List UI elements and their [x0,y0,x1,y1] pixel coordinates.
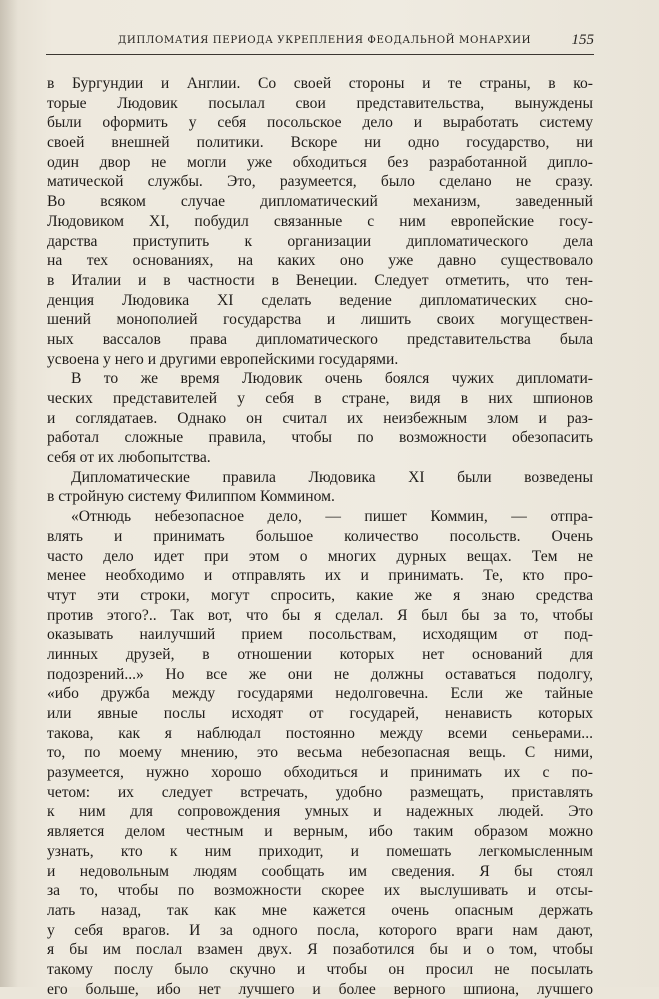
page-gutter-shadow [0,0,18,987]
text-line: «Отнюдь небезопасное дело, — пишет Коммин, — отпра- [71,508,593,526]
text-line: против этого?.. Так вот, что бы я сделал. Я был бы за то, чтобы [47,606,593,624]
text-line: один двор не могли уже обходиться без разработанной дипло- [47,153,593,171]
text-line: матической службы. Это, разумеется, было сделано не сразу. [47,173,593,191]
text-line: в Италии и в частности в Венеции. Следует отметить, что тен- [47,271,593,289]
header-rule [46,54,594,55]
text-line: такому послу было скучно и чтобы он просил не посылать [47,960,593,978]
text-line: линных друзей, в отношении которых нет оснований для [47,645,593,663]
text-line: Дипломатические правила Людовика XI были возведены [71,468,593,486]
text-line: или явные послы исходят от государей, ненависть которых [47,705,593,722]
text-line: Во всяком случае дипломатический механизм, заведенный [47,193,593,211]
text-line: денция Людовика XI сделать ведение дипломатических сно- [47,291,593,309]
text-line: В то же время Людовик очень боялся чужих дипломати- [71,370,593,388]
text-line: менее необходимо и отправлять их и принимать. Те, кто про- [47,567,593,585]
text-line: его больше, ибо нет лучшего и более верного шпиона, лучшего [47,980,593,998]
text-line: на тех основаниях, на каких оно уже давно существовало [47,252,593,270]
text-line: дарства приступить к организации дипломатического дела [47,232,593,250]
text-line: четом: их следует встречать, удобно размещать, приставлять [47,783,593,801]
text-line: себя от их любопытства. [47,449,211,467]
text-line: Людовиком XI, побудил связанные с ним европейские госу- [47,212,593,230]
text-line: лать назад, так как мне кажется очень опасным держать [47,901,593,919]
text-line: в стройную систему Филиппом Коммином. [47,488,335,506]
text-line: влять и принимать большое количество посольств. Очень [47,527,593,545]
text-line: работал сложные правила, чтобы по возможности обезопасить [47,429,593,447]
text-line: усвоена у него и другими европейскими государями. [47,350,399,368]
text-line: в Бургундии и Англии. Со своей стороны и те страны, в ко- [47,75,593,92]
text-line: и соглядатаев. Однако он считал их неизбежным злом и раз- [47,409,593,427]
text-line: у себя врагов. И за одного посла, которого враги нам дают, [47,921,593,939]
text-line: были оформить у себя посольское дело и выработать систему [47,114,593,132]
running-header [46,33,594,53]
text-line: чтут эти строки, могут спросить, какие же я знаю средства [47,586,593,604]
text-line: то, по моему мнению, это весьма небезопасная вещь. С ними, [47,744,593,762]
body-text [47,74,593,999]
text-line: я бы им послал взамен двух. Я позаботился бы и о том, чтобы [47,941,593,959]
text-line: своей внешней политики. Вскоре ни одно государство, ни [47,134,593,152]
running-title: ДИПЛОМАТИЯ ПЕРИОДА УКРЕПЛЕНИЯ ФЕОДАЛЬНОЙ МОНАРХИИ [118,35,532,46]
text-line: шений монополией государства и лишить своих могуществен- [47,311,593,329]
text-line: оказывать наилучший прием посольствам, исходящим от под- [47,626,593,644]
text-line: к ним для сопровождения умных и надежных людей. Это [47,803,593,821]
text-line: за то, чтобы по возможности скорее их выслушивать и отсы- [47,882,593,900]
text-line: часто дело идет при этом о многих дурных вещах. Тем не [47,547,593,565]
text-line: разумеется, нужно хорошо обходиться и принимать их с по- [47,764,593,782]
text-line: такова, как я наблюдал постоянно между всеми сеньерами... [47,724,593,742]
text-line: ческих представителей у себя в стране, видя в них шпионов [47,390,593,407]
text-line: является делом честным и верным, ибо таким образом можно [47,823,593,841]
text-line: и недовольным людям сообщать им сведения. Я бы стоял [47,862,593,880]
page-number: 155 [571,32,594,48]
text-line: «ибо дружба между государями недолговечна. Если же тайные [47,685,593,703]
text-line: подозрений...» Но все же они не должны оставаться подолгу, [47,665,593,683]
text-line: узнать, кто к ним приходит, и помешать легкомысленным [47,842,593,860]
text-line: торые Людовик посылал свои представительства, вынуждены [47,94,593,112]
text-line: ных вассалов права дипломатического представительства была [47,330,593,348]
